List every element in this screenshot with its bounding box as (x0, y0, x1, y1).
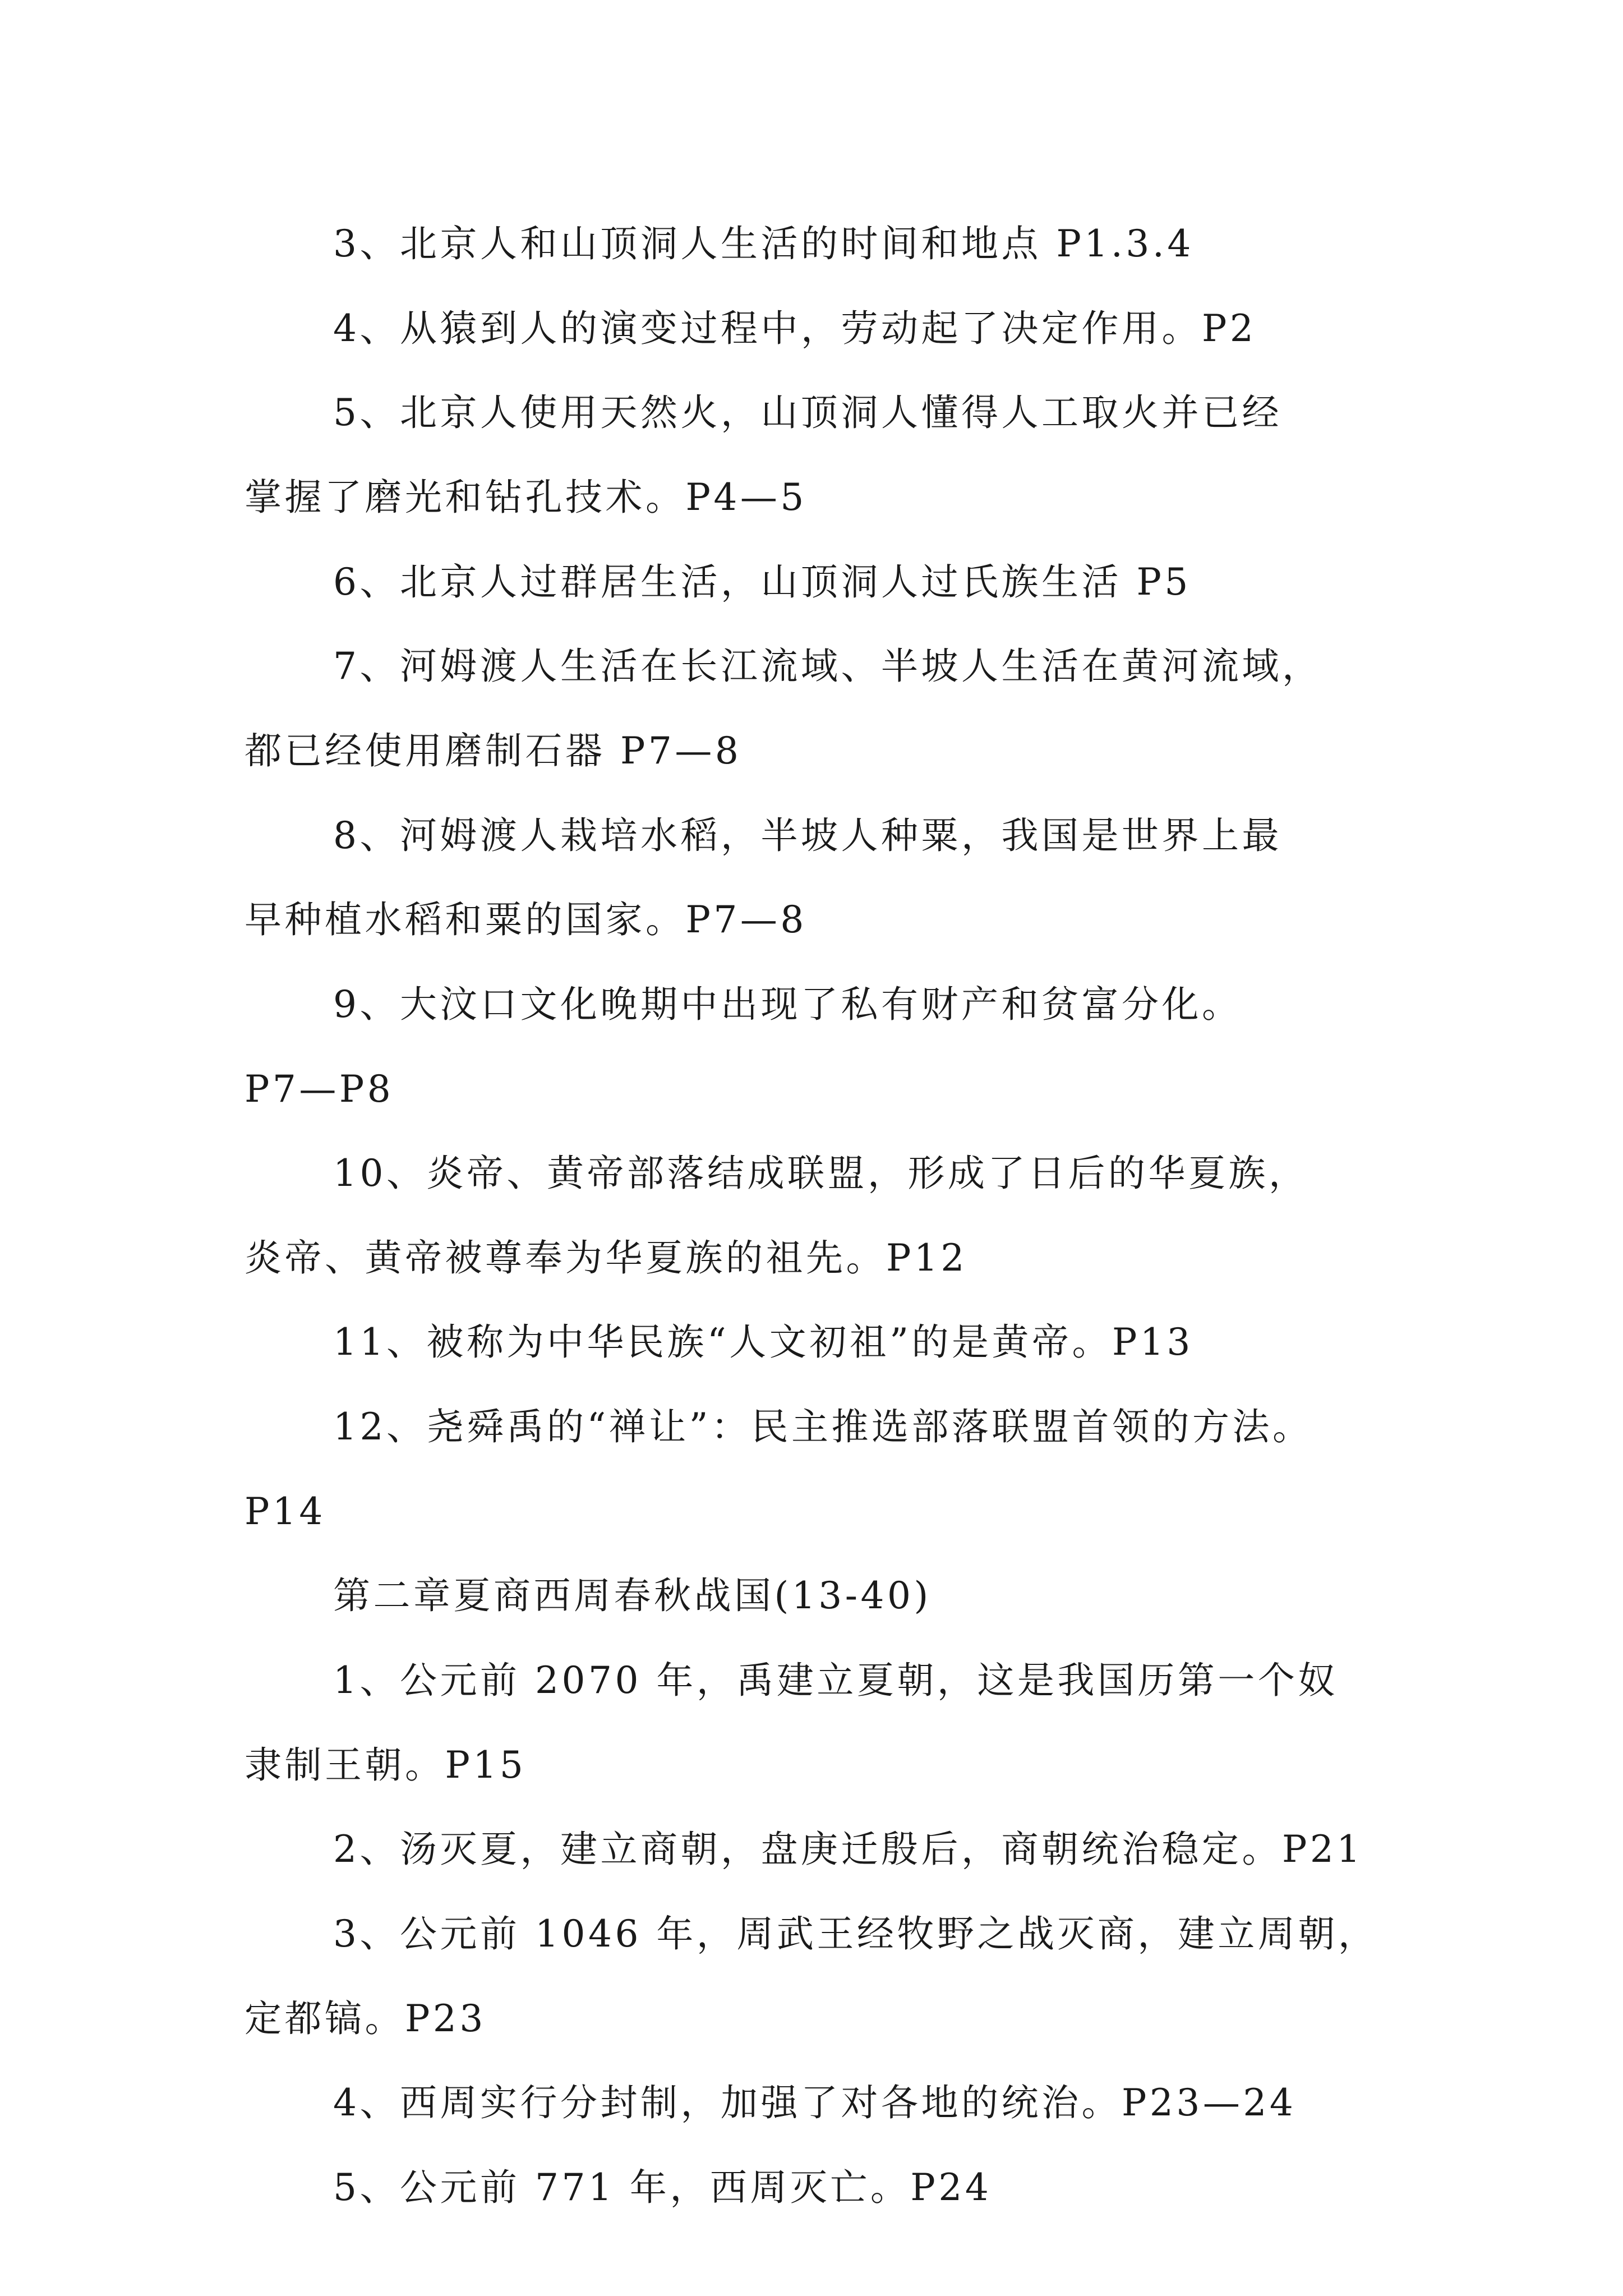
text-line: 掌握了磨光和钻孔技术。P4—5 (245, 476, 807, 519)
text-line: 8、河姆渡人栽培水稻，半坡人种粟，我国是世界上最 (333, 814, 1282, 857)
text-line: 炎帝、黄帝被尊奉为华夏族的祖先。P12 (245, 1236, 967, 1280)
text-line: 12、尧舜禹的“禅让”：民主推选部落联盟首领的方法。 (333, 1405, 1313, 1448)
text-line: 2、汤灭夏，建立商朝，盘庚迁殷后，商朝统治稳定。P21 (333, 1828, 1363, 1871)
text-line: 1、公元前 2070 年，禹建立夏朝，这是我国历第一个奴 (333, 1659, 1338, 1702)
text-line: 6、北京人过群居生活，山顶洞人过氏族生活 P5 (333, 560, 1191, 604)
text-line: 11、被称为中华民族“人文初祖”的是黄帝。P13 (333, 1320, 1193, 1364)
text-line: P7—P8 (245, 1068, 394, 1111)
text-line: 3、北京人和山顶洞人生活的时间和地点 P1.3.4 (333, 222, 1194, 265)
text-line: 10、炎帝、黄帝部落结成联盟，形成了日后的华夏族， (333, 1152, 1309, 1195)
text-line: 定都镐。P23 (245, 1997, 486, 2040)
text-line: 4、从猿到人的演变过程中，劳动起了决定作用。P2 (333, 307, 1257, 350)
text-line: 5、北京人使用天然火，山顶洞人懂得人工取火并已经 (333, 391, 1282, 434)
text-line: 9、大汶口文化晚期中出现了私有财产和贫富分化。 (333, 983, 1242, 1026)
text-line: 5、公元前 771 年，西周灭亡。P24 (333, 2166, 992, 2209)
section-heading: 第二章夏商西周春秋战国(13-40) (333, 1574, 932, 1617)
text-line: 隶制王朝。P15 (245, 1743, 527, 1787)
text-line: P14 (245, 1490, 326, 1533)
text-line: 3、公元前 1046 年，周武王经牧野之战灭商，建立周朝， (333, 1912, 1378, 1955)
text-line: 4、西周实行分封制，加强了对各地的统治。P23—24 (333, 2081, 1297, 2124)
text-line: 早种植水稻和粟的国家。P7—8 (245, 898, 807, 941)
text-line: 7、河姆渡人生活在长江流域、半坡人生活在黄河流域， (333, 645, 1322, 688)
text-line: 都已经使用磨制石器 P7—8 (245, 729, 742, 772)
